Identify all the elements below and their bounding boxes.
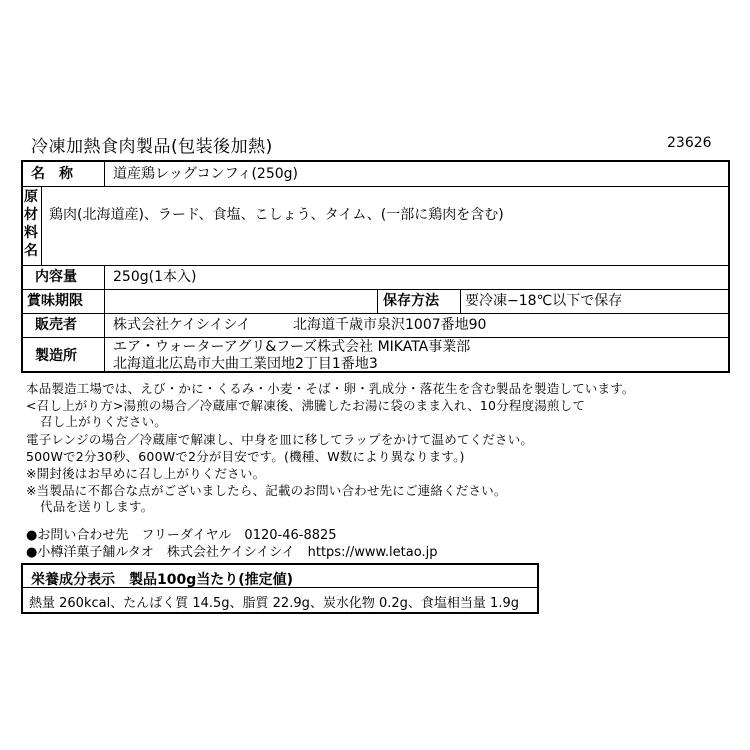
seller-address: 北海道千歳市泉沢1007番地90: [293, 317, 487, 333]
nutrition-table: [21, 563, 539, 614]
col-divider: [104, 162, 105, 186]
note-line: ※開封後はお早めに召し上がりください。: [26, 466, 266, 481]
storage-label: 保存方法: [383, 293, 439, 309]
maker-line1: エア・ウォーターアグリ&フーズ株式会社 MIKATA事業部: [113, 339, 471, 355]
col-divider: [377, 289, 378, 313]
row-divider: [23, 186, 728, 187]
row-divider: [23, 289, 728, 290]
ingredients-label-char: 材: [24, 207, 38, 223]
seller-label: 販売者: [35, 317, 77, 333]
ingredients-value: 鶏肉(北海道産)、ラード、食塩、こしょう、タイム、(一部に鶏肉を含む): [49, 207, 504, 223]
content-value: 250g(1本入): [113, 269, 197, 285]
col-divider: [460, 289, 461, 313]
contact-line-web: ●小樽洋菓子舗ルタオ 株式会社ケイシイシイ https://www.letao.jp: [26, 545, 438, 560]
product-label-table: [21, 160, 730, 373]
note-line: 本品製造工場では、えび・かに・くるみ・小麦・そば・卵・乳成分・落花生を含む製品を製造しています。: [26, 381, 635, 396]
name-label: 名 称: [31, 166, 73, 182]
note-line: 500Wで2分30秒、600Wで2分が目安です。(機種、W数により異なります。): [26, 449, 465, 464]
maker-label: 製造所: [35, 348, 77, 364]
ingredients-label-char: 料: [24, 225, 38, 241]
note-line: 代品を送りします。: [40, 499, 154, 514]
contact-line-phone: ●お問い合わせ先 フリーダイヤル 0120-46-8825: [26, 528, 337, 543]
product-category-title: 冷凍加熱食肉製品(包装後加熱): [31, 137, 273, 157]
maker-line2: 北海道北広島市大曲工業団地2丁目1番地3: [113, 356, 378, 372]
seller-company: 株式会社ケイシイシイ: [113, 317, 251, 333]
name-value: 道産鶏レッグコンフィ(250g): [113, 166, 298, 182]
content-label: 内容量: [35, 269, 77, 285]
ingredients-label-char: 名: [24, 243, 38, 259]
nutrition-values: 熱量 260kcal、たんぱく質 14.5g、脂質 22.9g、炭水化物 0.2g、食塩相当量 1.9g: [29, 596, 519, 611]
note-line: ※当製品に不都合な点がございましたら、記載のお問い合わせ先にご連絡ください。: [26, 483, 507, 498]
col-divider: [41, 186, 42, 265]
note-line: <召し上がり方>湯煎の場合／冷蔵庫で解凍後、沸騰したお湯に袋のまま入れ、10分程度湯煎して: [26, 398, 586, 413]
ingredients-label-char: 原: [24, 189, 38, 205]
row-divider: [23, 313, 728, 314]
storage-value: 要冷凍−18℃以下で保存: [465, 293, 623, 309]
row-divider: [23, 337, 728, 338]
note-line: 電子レンジの場合／冷蔵庫で解凍し、中身を皿に移してラップをかけて温めてください。: [26, 432, 534, 447]
expiry-label: 賞味期限: [27, 293, 83, 309]
note-line: 召し上がりください。: [40, 414, 168, 429]
row-divider: [23, 265, 728, 266]
col-divider: [104, 265, 105, 371]
product-code: 23626: [667, 135, 712, 151]
nutrition-header: 栄養成分表示 製品100g当たり(推定値): [31, 572, 294, 588]
